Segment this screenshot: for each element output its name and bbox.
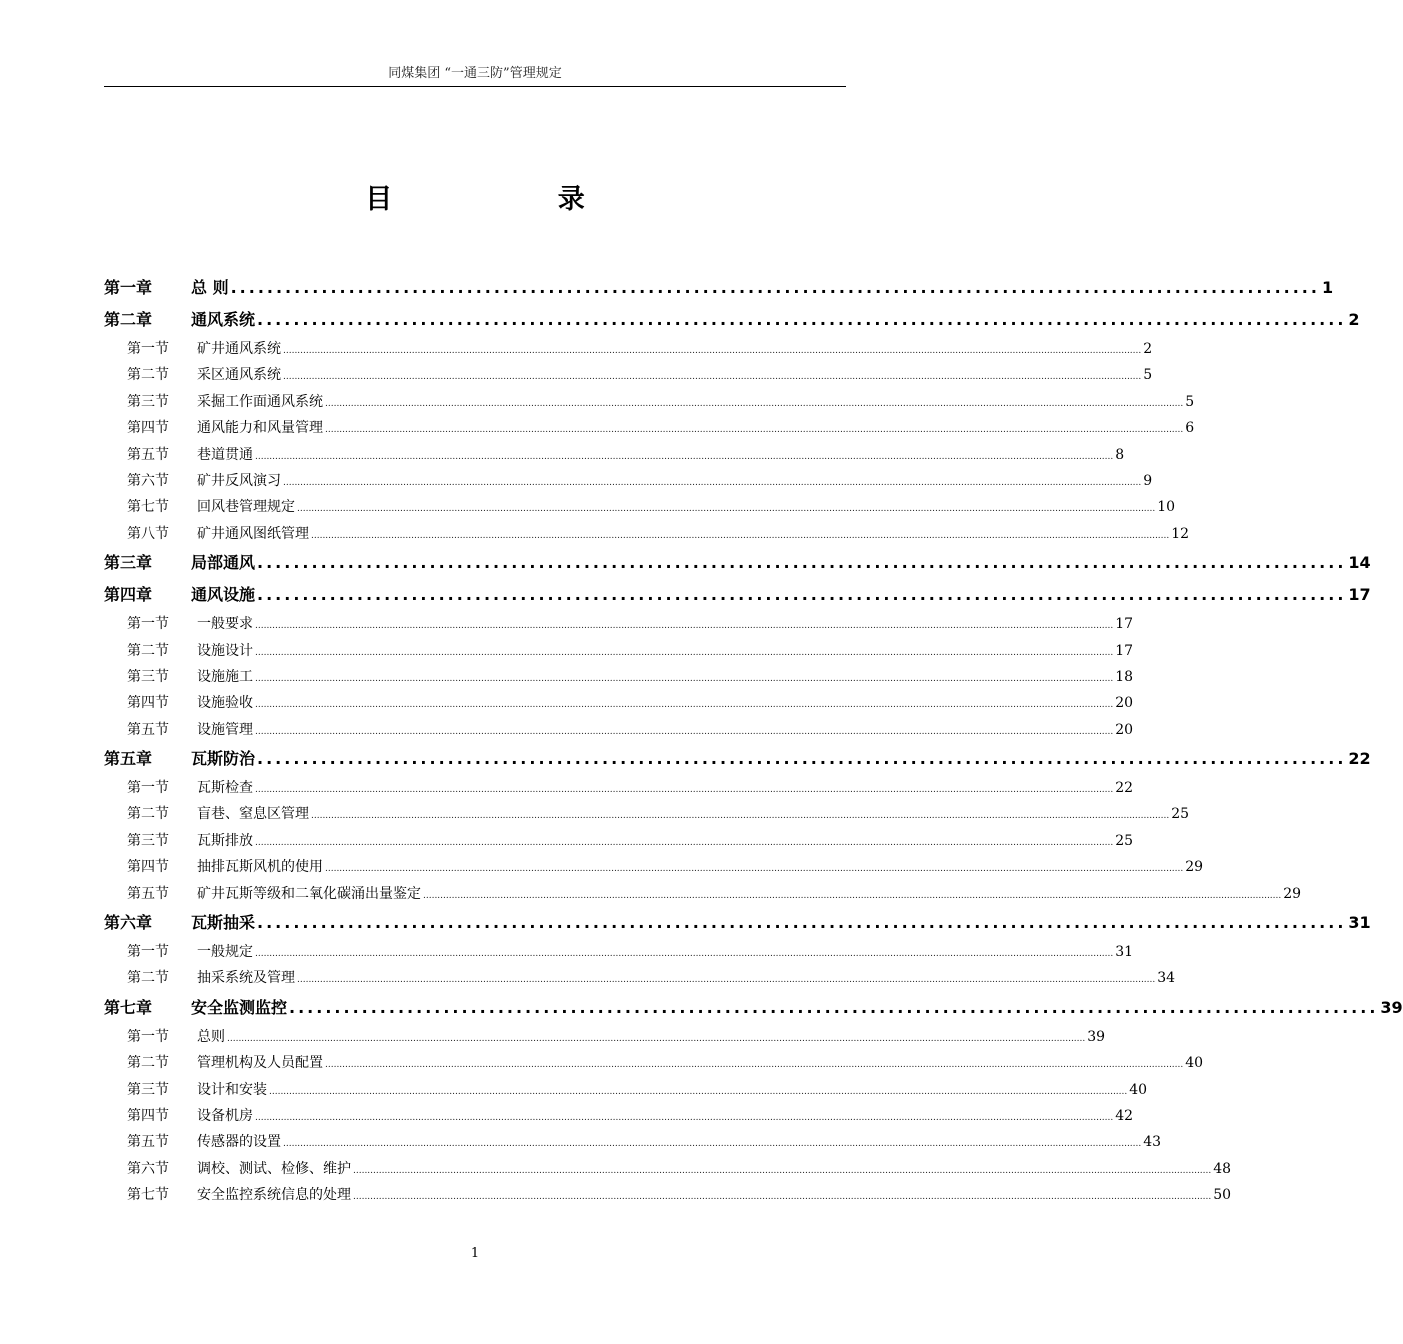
toc-entry-title: 设施设计 bbox=[197, 642, 253, 659]
toc-entry-number: 第五节 bbox=[127, 1134, 169, 1151]
toc-leader-dots: ............................................................................................................................................................................................................................................................................................................ bbox=[311, 811, 1170, 822]
toc-section-entry[interactable] bbox=[104, 775, 1134, 801]
toc-entry-page: 48 bbox=[1213, 1160, 1232, 1177]
toc-entry-page: 31 bbox=[1115, 944, 1134, 961]
toc-section-entry[interactable] bbox=[104, 1050, 1204, 1076]
toc-leader-dots: ........................................................................................................................ bbox=[257, 913, 1347, 933]
toc-entry-page: 5 bbox=[1185, 393, 1195, 410]
toc-entry-title: 管理机构及人员配置 bbox=[197, 1055, 323, 1072]
toc-chapter-entry[interactable] bbox=[104, 907, 1371, 939]
toc-section-entry[interactable] bbox=[104, 1156, 1232, 1182]
toc-leader-dots: ........................................................................................................................ bbox=[257, 585, 1347, 605]
toc-entry-number: 第六章 bbox=[104, 913, 153, 933]
toc-chapter-entry[interactable] bbox=[104, 547, 1371, 579]
toc-leader-dots: ............................................................................................................................................................................................................................................................................................................ bbox=[255, 700, 1114, 711]
toc-leader-dots: ........................................................................................................................ bbox=[257, 310, 1347, 329]
toc-entry-title: 瓦斯排放 bbox=[197, 832, 253, 849]
toc-entry-title: 一般要求 bbox=[197, 616, 253, 633]
toc-section-entry[interactable] bbox=[104, 965, 1176, 991]
toc-entry-number: 第三节 bbox=[127, 668, 169, 685]
toc-section-entry[interactable] bbox=[104, 468, 1153, 494]
toc-leader-dots: ............................................................................................................................................................................................................................................................................................................ bbox=[255, 673, 1114, 684]
page-title: 目 录 bbox=[365, 184, 663, 215]
toc-entry-number: 第七节 bbox=[127, 1187, 169, 1204]
toc-entry-title: 采区通风系统 bbox=[197, 367, 281, 384]
toc-entry-number: 第四节 bbox=[127, 859, 169, 876]
toc-entry-number: 第八节 bbox=[127, 525, 169, 542]
toc-entry-title: 盲巷、窒息区管理 bbox=[197, 806, 309, 823]
toc-leader-dots: ........................................................................................................................ bbox=[257, 749, 1347, 769]
toc-section-entry[interactable] bbox=[104, 939, 1134, 965]
toc-entry-page: 29 bbox=[1283, 885, 1302, 902]
toc-entry-number: 第一节 bbox=[127, 780, 169, 797]
toc-section-entry[interactable] bbox=[104, 1182, 1232, 1208]
toc-entry-title: 通风设施 bbox=[191, 585, 256, 605]
toc-entry-number: 第二节 bbox=[127, 806, 169, 823]
toc-section-entry[interactable] bbox=[104, 664, 1134, 690]
toc-entry-page: 25 bbox=[1171, 806, 1190, 823]
toc-leader-dots: ............................................................................................................................................................................................................................................................................................................ bbox=[255, 647, 1114, 658]
toc-entry-number: 第二节 bbox=[127, 367, 169, 384]
toc-leader-dots: ............................................................................................................................................................................................................................................................................................................ bbox=[255, 621, 1114, 632]
toc-leader-dots: ............................................................................................................................................................................................................................................................................................................ bbox=[353, 1192, 1212, 1203]
toc-entry-page: 20 bbox=[1115, 695, 1134, 712]
toc-entry-title: 瓦斯抽采 bbox=[191, 913, 256, 933]
toc-entry-title: 瓦斯防治 bbox=[191, 749, 256, 769]
toc-entry-page: 20 bbox=[1115, 721, 1134, 738]
toc-entry-title: 通风能力和风量管理 bbox=[197, 420, 323, 437]
toc-entry-page: 10 bbox=[1157, 499, 1176, 516]
toc-entry-number: 第二节 bbox=[127, 970, 169, 987]
toc-leader-dots: ............................................................................................................................................................................................................................................................................................................ bbox=[255, 949, 1114, 960]
toc-leader-dots: ............................................................................................................................................................................................................................................................................................................ bbox=[353, 1165, 1212, 1176]
toc-entry-number: 第五节 bbox=[127, 885, 169, 902]
toc-entry-title: 巷道贯通 bbox=[197, 446, 253, 463]
toc-entry-page: 17 bbox=[1348, 585, 1371, 605]
toc-entry-number: 第三节 bbox=[127, 832, 169, 849]
toc-entry-title: 传感器的设置 bbox=[197, 1134, 281, 1151]
toc-entry-number: 第六节 bbox=[127, 1160, 169, 1177]
toc-entry-page: 43 bbox=[1143, 1134, 1162, 1151]
toc-leader-dots: ............................................................................................................................................................................................................................................................................................................ bbox=[269, 1086, 1128, 1097]
toc-section-entry[interactable] bbox=[104, 521, 1190, 547]
toc-entry-number: 第四节 bbox=[127, 1107, 169, 1124]
toc-entry-page: 42 bbox=[1115, 1107, 1134, 1124]
toc-entry-number: 第二节 bbox=[127, 1055, 169, 1072]
running-header: 同煤集团 “一通三防”管理规定 bbox=[104, 64, 846, 87]
toc-section-entry[interactable] bbox=[104, 336, 1153, 362]
toc-leader-dots: ........................................................................................................................ bbox=[289, 997, 1379, 1017]
toc-section-entry[interactable] bbox=[104, 801, 1190, 827]
toc-leader-dots: ............................................................................................................................................................................................................................................................................................................ bbox=[325, 864, 1184, 875]
toc-entry-number: 第五节 bbox=[127, 446, 169, 463]
toc-chapter-entry[interactable] bbox=[104, 992, 1403, 1024]
toc-entry-page: 18 bbox=[1115, 668, 1134, 685]
toc-entry-page: 31 bbox=[1348, 913, 1371, 933]
toc-entry-page: 8 bbox=[1115, 446, 1125, 463]
toc-entry-page: 12 bbox=[1171, 525, 1190, 542]
toc-entry-page: 40 bbox=[1185, 1055, 1204, 1072]
toc-leader-dots: ............................................................................................................................................................................................................................................................................................................ bbox=[255, 837, 1114, 848]
toc-leader-dots: ............................................................................................................................................................................................................................................................................................................ bbox=[255, 785, 1114, 796]
toc-entry-number: 第五节 bbox=[127, 721, 169, 738]
toc-leader-dots: ............................................................................................................................................................................................................................................................................................................ bbox=[325, 425, 1184, 436]
toc-entry-title: 通风系统 bbox=[191, 310, 256, 329]
toc-entry-page: 14 bbox=[1348, 553, 1371, 573]
toc-entry-number: 第一节 bbox=[127, 616, 169, 633]
toc-entry-page: 6 bbox=[1185, 420, 1195, 437]
toc-entry-title: 矿井瓦斯等级和二氧化碳涌出量鉴定 bbox=[197, 885, 421, 902]
toc-entry-title: 总 则 bbox=[191, 278, 229, 297]
toc-section-entry[interactable] bbox=[104, 854, 1204, 880]
toc-entry-page: 50 bbox=[1213, 1187, 1232, 1204]
toc-leader-dots: ............................................................................................................................................................................................................................................................................................................ bbox=[283, 477, 1142, 488]
toc-section-entry[interactable] bbox=[104, 690, 1134, 716]
toc-entry-page: 1 bbox=[1321, 278, 1334, 297]
toc-section-entry[interactable] bbox=[104, 717, 1134, 743]
toc-entry-page: 39 bbox=[1380, 997, 1403, 1017]
toc-entry-page: 22 bbox=[1115, 780, 1134, 797]
toc-entry-title: 矿井通风系统 bbox=[197, 341, 281, 357]
toc-section-entry[interactable] bbox=[104, 442, 1125, 468]
toc-leader-dots: ........................................................................................................................ bbox=[230, 278, 1320, 297]
toc-leader-dots: ............................................................................................................................................................................................................................................................................................................ bbox=[255, 451, 1114, 462]
toc-entry-number: 第四节 bbox=[127, 695, 169, 712]
toc-entry-page: 22 bbox=[1348, 749, 1371, 769]
toc-section-entry[interactable] bbox=[104, 828, 1134, 854]
toc-entry-title: 矿井通风图纸管理 bbox=[197, 525, 309, 542]
toc-entry-title: 设计和安装 bbox=[197, 1081, 267, 1098]
toc-entry-title: 调校、测试、检修、维护 bbox=[197, 1160, 351, 1177]
toc-entry-number: 第二节 bbox=[127, 642, 169, 659]
toc-leader-dots: ............................................................................................................................................................................................................................................................................................................ bbox=[283, 346, 1142, 356]
toc-entry-number: 第四章 bbox=[104, 585, 153, 605]
toc-leader-dots: ............................................................................................................................................................................................................................................................................................................ bbox=[297, 504, 1156, 515]
toc-entry-title: 设施管理 bbox=[197, 721, 253, 738]
toc-entry-title: 设施验收 bbox=[197, 695, 253, 712]
table-of-contents bbox=[104, 272, 1403, 1209]
toc-leader-dots: ............................................................................................................................................................................................................................................................................................................ bbox=[325, 398, 1184, 409]
toc-entry-page: 17 bbox=[1115, 616, 1134, 633]
toc-chapter-entry[interactable] bbox=[104, 579, 1371, 611]
toc-entry-number: 第三节 bbox=[127, 1081, 169, 1098]
toc-entry-number: 第七节 bbox=[127, 499, 169, 516]
toc-leader-dots: ............................................................................................................................................................................................................................................................................................................ bbox=[255, 726, 1114, 737]
toc-leader-dots: ............................................................................................................................................................................................................................................................................................................ bbox=[283, 1139, 1142, 1150]
toc-entry-number: 第四节 bbox=[127, 420, 169, 437]
toc-entry-number: 第六节 bbox=[127, 472, 169, 489]
toc-entry-number: 第三章 bbox=[104, 553, 153, 573]
toc-entry-page: 25 bbox=[1115, 832, 1134, 849]
toc-entry-title: 一般规定 bbox=[197, 944, 253, 961]
toc-entry-page: 2 bbox=[1348, 310, 1360, 329]
toc-leader-dots: ............................................................................................................................................................................................................................................................................................................ bbox=[283, 372, 1142, 383]
toc-entry-number: 第三节 bbox=[127, 393, 169, 410]
toc-entry-title: 安全监控系统信息的处理 bbox=[197, 1187, 351, 1204]
toc-chapter-entry[interactable] bbox=[104, 304, 1360, 336]
toc-section-entry[interactable] bbox=[104, 611, 1134, 637]
toc-leader-dots: ............................................................................................................................................................................................................................................................................................................ bbox=[423, 890, 1282, 901]
toc-entry-number: 第一章 bbox=[104, 278, 153, 297]
toc-section-entry[interactable] bbox=[104, 1024, 1106, 1050]
toc-entry-number: 第二章 bbox=[104, 310, 153, 329]
toc-entry-number: 第一节 bbox=[127, 944, 169, 961]
toc-entry-page: 17 bbox=[1115, 642, 1134, 659]
toc-section-entry[interactable] bbox=[104, 638, 1134, 664]
toc-section-entry[interactable] bbox=[104, 415, 1195, 441]
toc-section-entry[interactable] bbox=[104, 362, 1153, 388]
toc-leader-dots: ........................................................................................................................ bbox=[257, 553, 1347, 573]
toc-leader-dots: ............................................................................................................................................................................................................................................................................................................ bbox=[325, 1060, 1184, 1071]
toc-entry-title: 总则 bbox=[197, 1028, 225, 1045]
toc-entry-page: 9 bbox=[1143, 472, 1153, 489]
toc-entry-page: 34 bbox=[1157, 970, 1176, 987]
toc-entry-page: 2 bbox=[1143, 341, 1153, 357]
toc-section-entry[interactable] bbox=[104, 881, 1302, 907]
toc-entry-title: 瓦斯检查 bbox=[197, 780, 253, 797]
toc-entry-page: 29 bbox=[1185, 859, 1204, 876]
toc-entry-page: 39 bbox=[1087, 1028, 1106, 1045]
toc-entry-number: 第五章 bbox=[104, 749, 153, 769]
toc-entry-page: 40 bbox=[1129, 1081, 1148, 1098]
toc-entry-number: 第一节 bbox=[127, 341, 169, 357]
toc-entry-title: 采掘工作面通风系统 bbox=[197, 393, 323, 410]
toc-entry-number: 第一节 bbox=[127, 1028, 169, 1045]
toc-leader-dots: ............................................................................................................................................................................................................................................................................................................ bbox=[297, 975, 1156, 986]
toc-section-entry[interactable] bbox=[104, 1077, 1148, 1103]
toc-entry-title: 抽排瓦斯风机的使用 bbox=[197, 859, 323, 876]
page-number: 1 bbox=[470, 1246, 480, 1261]
toc-entry-title: 设施施工 bbox=[197, 668, 253, 685]
toc-entry-title: 抽采系统及管理 bbox=[197, 970, 295, 987]
toc-entry-page: 5 bbox=[1143, 367, 1153, 384]
toc-leader-dots: ............................................................................................................................................................................................................................................................................................................ bbox=[227, 1033, 1086, 1044]
toc-leader-dots: ............................................................................................................................................................................................................................................................................................................ bbox=[311, 530, 1170, 541]
toc-section-entry[interactable] bbox=[104, 389, 1195, 415]
toc-leader-dots: ............................................................................................................................................................................................................................................................................................................ bbox=[255, 1112, 1114, 1123]
toc-chapter-entry[interactable] bbox=[104, 743, 1371, 775]
toc-entry-number: 第七章 bbox=[104, 997, 153, 1017]
toc-section-entry[interactable] bbox=[104, 1103, 1134, 1129]
toc-section-entry[interactable] bbox=[104, 494, 1176, 520]
toc-entry-title: 矿井反风演习 bbox=[197, 472, 281, 489]
toc-section-entry[interactable] bbox=[104, 1129, 1162, 1155]
toc-entry-title: 回风巷管理规定 bbox=[197, 499, 295, 516]
toc-chapter-entry[interactable] bbox=[104, 272, 1334, 304]
toc-entry-title: 安全监测监控 bbox=[191, 997, 288, 1017]
toc-entry-title: 设备机房 bbox=[197, 1107, 253, 1124]
toc-entry-title: 局部通风 bbox=[191, 553, 256, 573]
